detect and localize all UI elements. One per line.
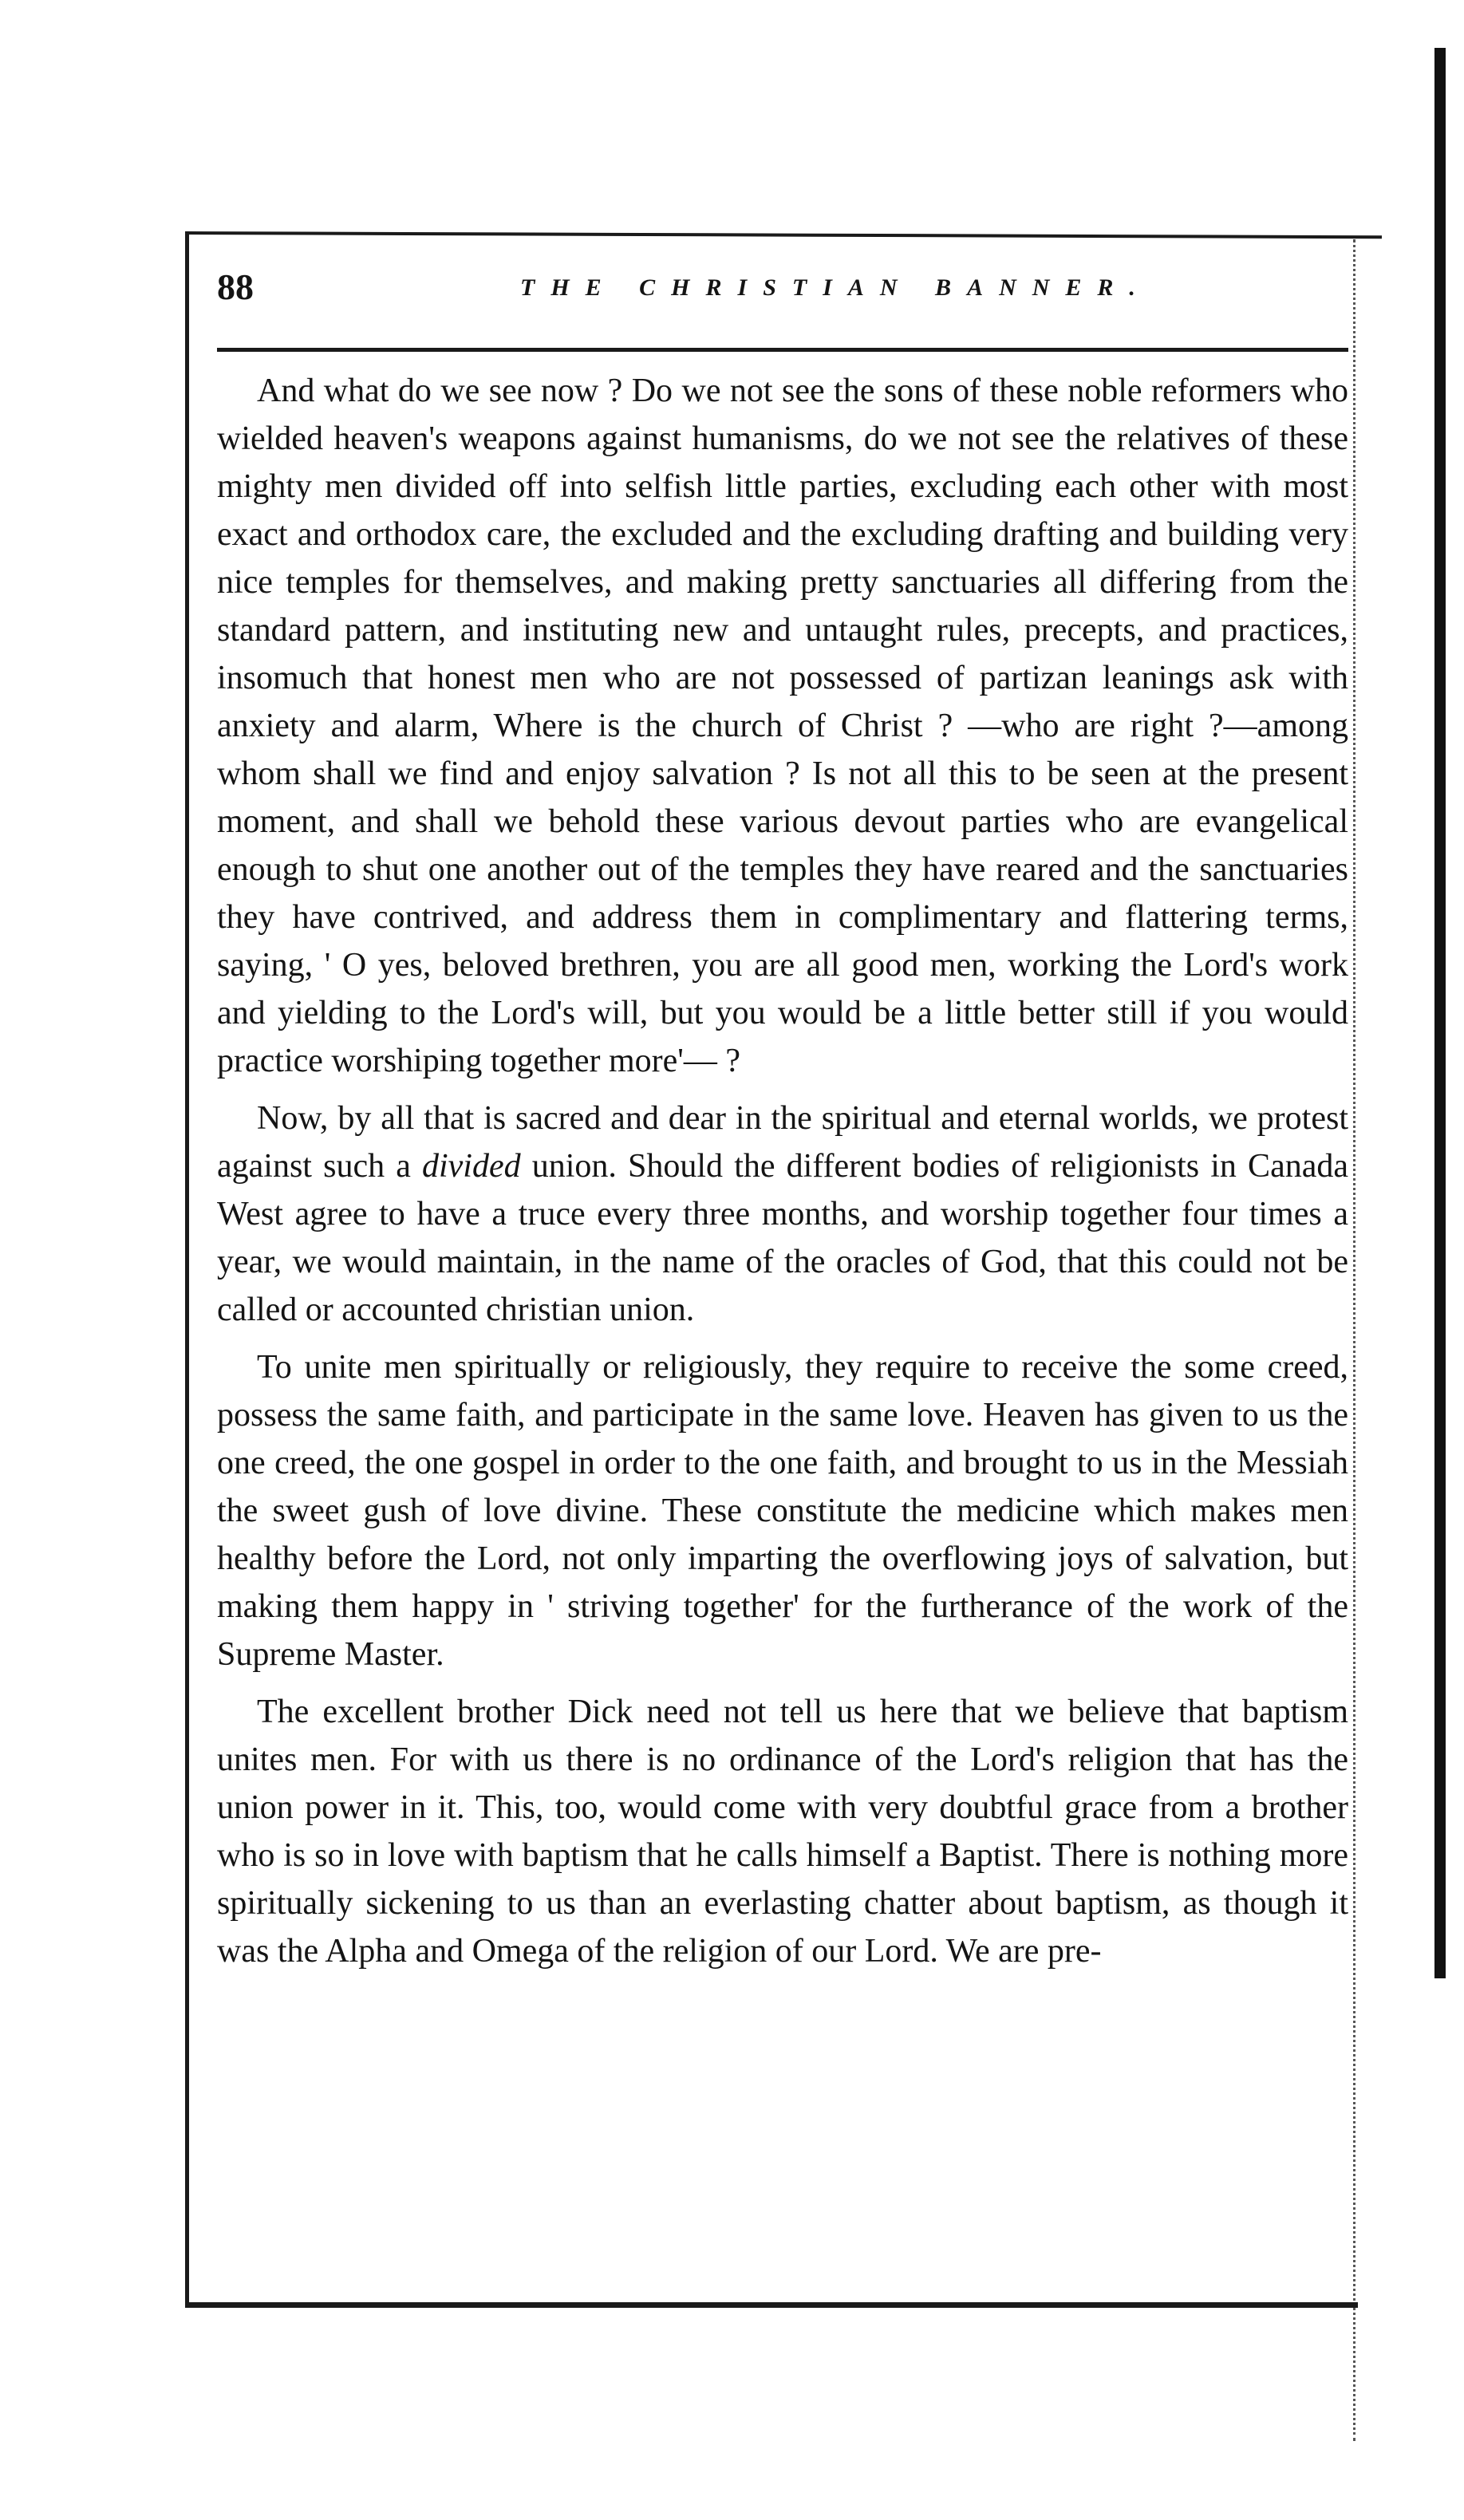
paragraph-text: Now, by all that is sacred and dear in the spiritual and eternal worlds, we protest against such a (217, 1100, 1348, 1185)
binding-spine-rule (1434, 48, 1446, 1978)
page-number: 88 (217, 266, 254, 307)
emphasized-word: divided (421, 1148, 521, 1185)
paragraph: And what do we see now ? Do we not see the sons of these noble reformers who wielded heaven's weapons against humanisms, do we not see the relatives of these mighty men divided off into selfish little parties, excluding each other with most exact and orthodox care, the excluded and the excluding drafting and building very nice temples for themselves, and making pretty sanctuaries all differing from the standard pattern, and instituting new and untaught rules, precepts, and practices, insomuch that honest men who are not possessed of partizan leanings ask with anxiety and alarm, Where is the church of Christ ? —who are right ?—among whom shall we find and enjoy salvation ? Is not all this to be seen at the present moment, and shall we behold these various devout parties who are evangelical enough to shut one another out of the temples they have reared and the sanctuaries they have contrived, and address them in complimentary and flattering terms, saying, ' O yes, beloved brethren, you are all good men, working the Lord's work and yielding to the Lord's will, but you would be a little better still if you would practice worshiping together more'— ? (217, 373, 1348, 1079)
running-head (217, 263, 1348, 319)
paragraph: The excellent brother Dick need not tell us here that we believe that baptism unites men. For with us there is no ordinance of the Lord's religion that has the union power in it. This, too, would come with very doubtful grace from a brother who is so in love with baptism that he calls himself a Baptist. There is nothing more spiritually sickening to us than an everlasting chatter about baptism, as though it was the Alpha and Omega of the religion of our Lord. We are pre- (217, 1694, 1348, 1970)
frame-bottom-rule (185, 2302, 1358, 2308)
article-body (217, 367, 1348, 1975)
paragraph (217, 1094, 1348, 1334)
frame-top-rule (185, 231, 1382, 239)
running-title: THE CHRISTIAN BANNER. (520, 274, 1151, 301)
paragraph: To unite men spiritually or religiously, they require to receive the some creed, possess the same faith, and participate in the same love. Heaven has given to us the one creed, the one gospel in order to the one faith, and brought to us in the Messiah the sweet gush of love divine. These constitute the medicine which makes men healthy before the Lord, not only imparting the overflowing joys of salvation, but making them happy in ' striving together' for the furtherance of the work of the Supreme Master. (217, 1349, 1348, 1673)
paragraph-text: union. Should the different bodies of religionists in Canada West agree to have a truce every three months, and worship together four times a year, we would maintain, in the name of the oracles of God, that this could not be called or accounted christian union. (217, 1148, 1348, 1328)
frame-left-rule (185, 231, 189, 2305)
header-rule (217, 348, 1348, 352)
